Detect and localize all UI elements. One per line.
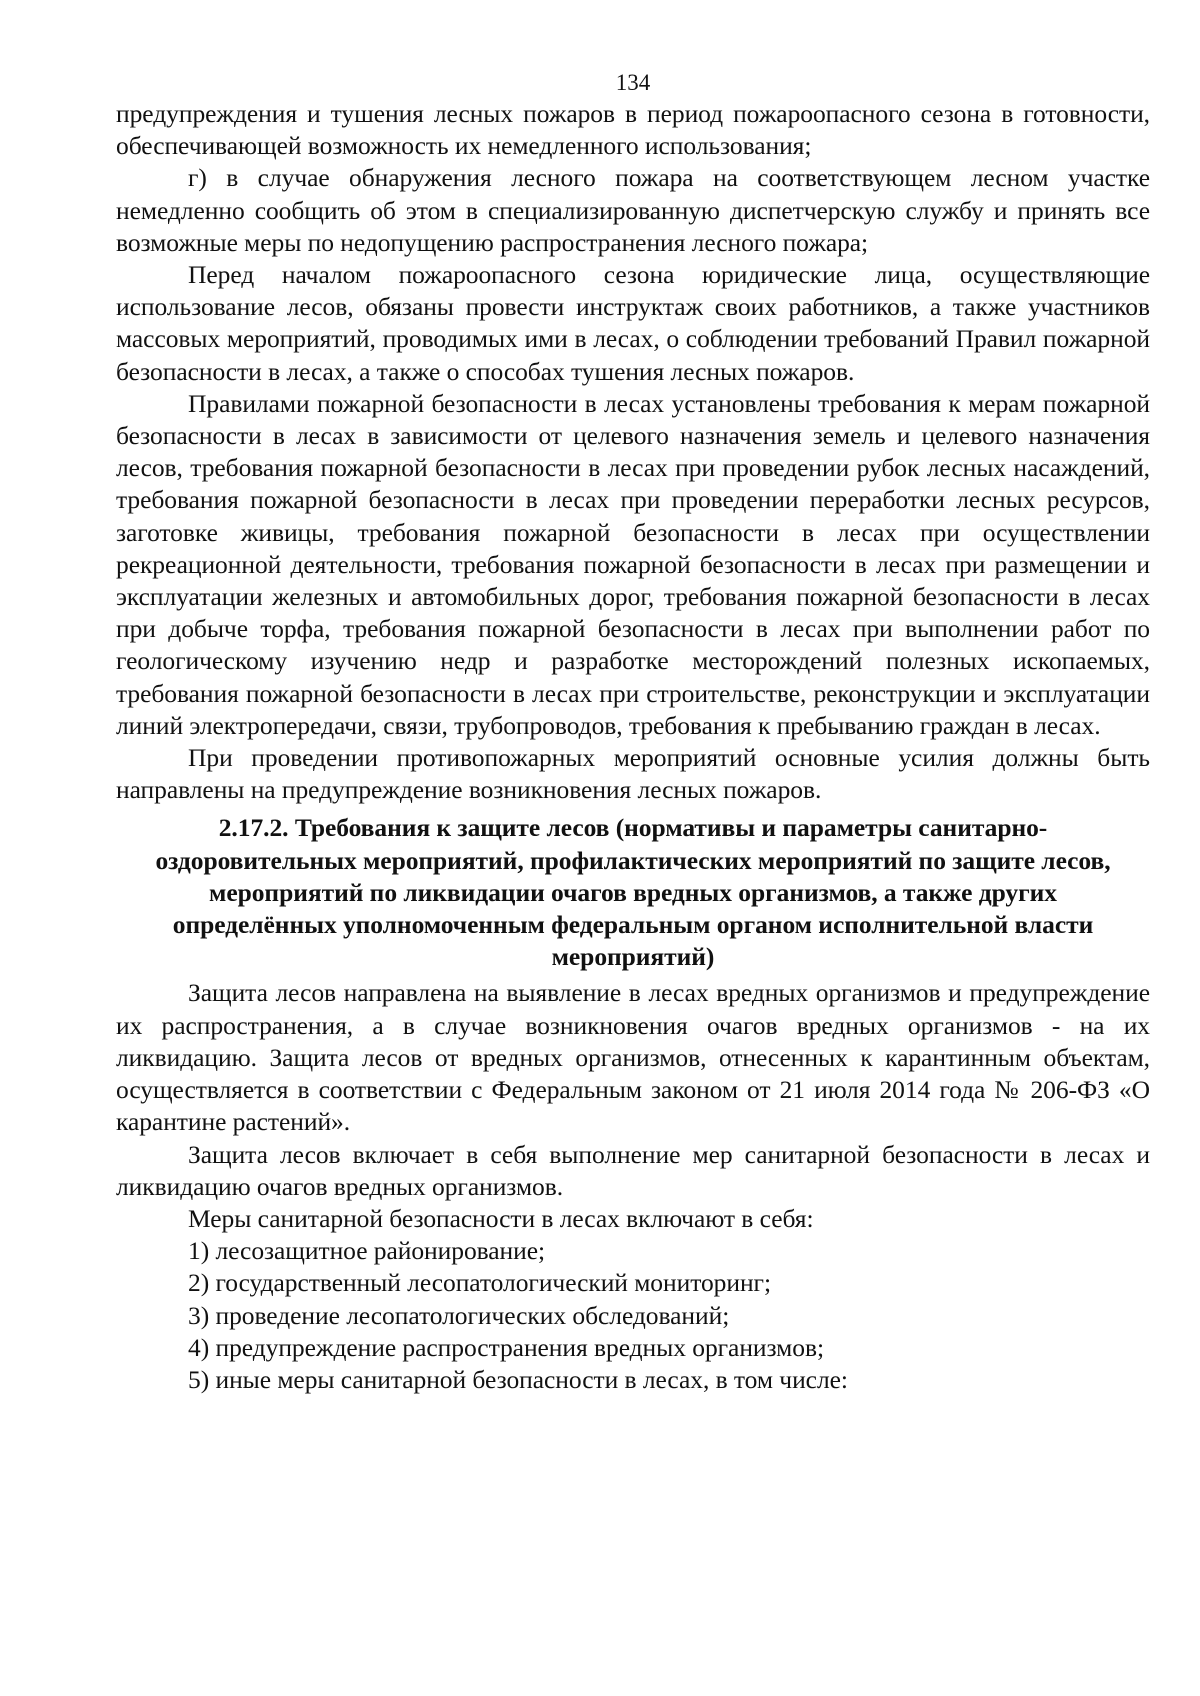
section-heading: 2.17.2. Требования к защите лесов (нормативы и параметры санитарно-оздоровительных мероприятий, профилактических мероприятий по защите лесов, мероприятий по ликвидации очагов вредных организмов, а также других определённых уполномоченным федеральным органом исполнительной власти мероприятий): [155, 813, 1111, 972]
list-item: 2) государственный лесопатологический мониторинг;: [188, 1268, 771, 1298]
paragraph-fire-rules: Правилами пожарной безопасности в лесах установлены требования к мерам пожарной безопасности в лесах в зависимости от целевого назначения земель и целевого назначения лесов, требования пожарной безопасности в лесах при проведении рубок лесных насаждений, требования пожарной безопасности в лесах при проведении переработки лесных ресурсов, заготовке живицы, требования пожарной безопасности в лесах при осуществлении рекреационной деятельности, требования пожарной безопасности в лесах при размещении и эксплуатации железных и автомобильных дорог, требования пожарной безопасности в лесах при добыче торфа, требования пожарной безопасности в лесах при выполнении работ по геологическому изучению недр и разработке месторождений полезных ископаемых, требования пожарной безопасности в лесах при строительстве, реконструкции и эксплуатации линий электропередачи, связи, трубопроводов, требования к пребыванию граждан в лесах.: [116, 388, 1150, 740]
paragraph-item-g: г) в случае обнаружения лесного пожара на соответствующем лесном участке немедленно сообщить об этом в специализированную диспетчерскую службу и принять все возможные меры по недопущению распространения лесного пожара;: [116, 163, 1150, 257]
paragraph-protection-includes: Защита лесов включает в себя выполнение мер санитарной безопасности в лесах и ликвидацию очагов вредных организмов.: [116, 1139, 1150, 1201]
paragraph-prevention: При проведении противопожарных мероприятий основные усилия должны быть направлены на предупреждение возникновения лесных пожаров.: [116, 743, 1150, 805]
page-number: 134: [615, 70, 651, 95]
paragraph-briefing: Перед началом пожароопасного сезона юридические лица, осуществляющие использование лесов, обязаны провести инструктаж своих работников, а также участников массовых мероприятий, проводимых ими в лесах, о соблюдении требований Правил пожарной безопасности в лесах, а также о способах тушения лесных пожаров.: [116, 260, 1150, 386]
paragraph-protection-aim: Защита лесов направлена на выявление в лесах вредных организмов и предупреждение их распространения, а в случае возникновения очагов вредных организмов - на их ликвидацию. Защита лесов от вредных организмов, отнесенных к карантинным объектам, осуществляется в соответствии с Федеральным законом от 21 июля 2014 года № 206-ФЗ «О карантине растений».: [116, 978, 1150, 1137]
paragraph-continuation: предупреждения и тушения лесных пожаров в период пожароопасного сезона в готовности, обеспечивающей возможность их немедленного использования;: [116, 99, 1150, 161]
list-item: 5) иные меры санитарной безопасности в лесах, в том числе:: [188, 1364, 848, 1394]
document-body: [116, 98, 1150, 1396]
paragraph-measures-intro: Меры санитарной безопасности в лесах включают в себя:: [188, 1203, 814, 1233]
list-item: 4) предупреждение распространения вредных организмов;: [188, 1332, 824, 1362]
list-item: 1) лесозащитное районирование;: [188, 1236, 546, 1266]
list-item: 3) проведение лесопатологических обследований;: [188, 1300, 730, 1330]
